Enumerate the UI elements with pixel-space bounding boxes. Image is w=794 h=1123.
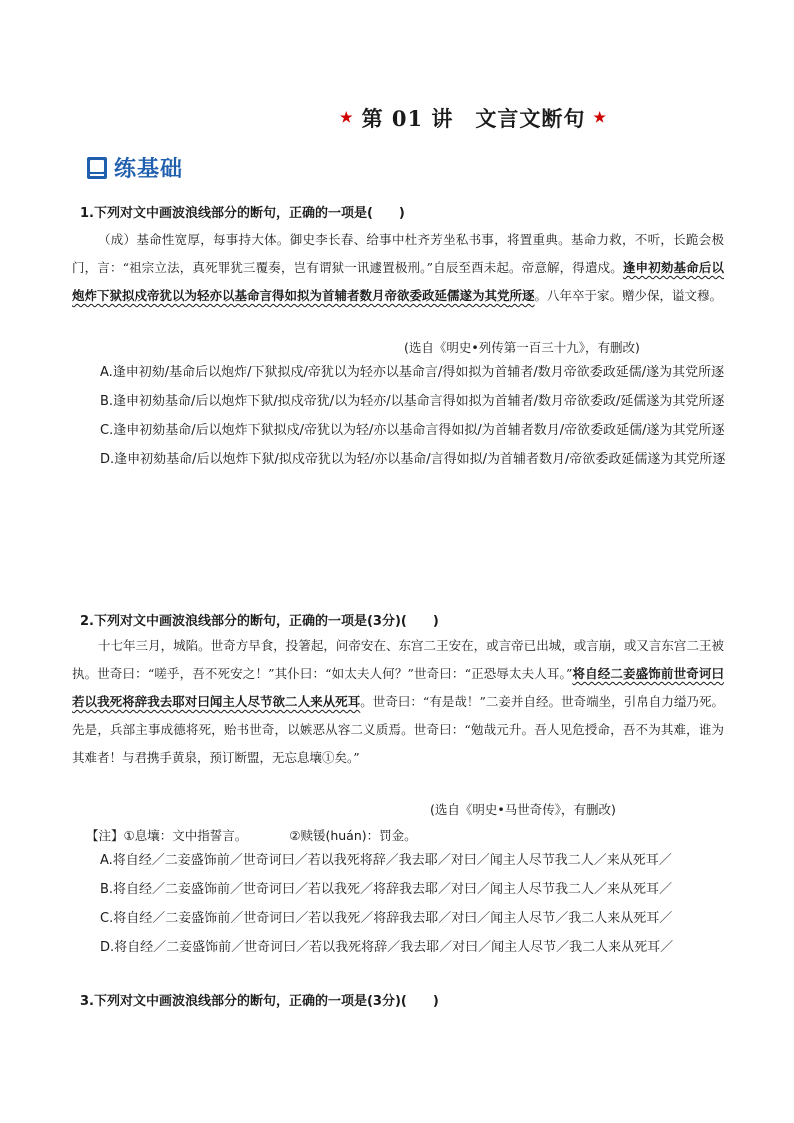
wavy-underlined-text: 逢申初劾基命后以炮炸下狱拟戍帝犹以为轻亦以基命言得如拟为首辅者数月帝欲委政延儒遂为其党 — [72, 260, 724, 303]
star-left-icon: ★ — [340, 110, 354, 126]
question-1-heading: 1.下列对文中画波浪线部分的断句，正确的一项是( ) — [80, 206, 405, 221]
option-d: D.将自经／二妾盛饰前／世奇诃曰／若以我死将辞／我去耶／对曰／闻主人尽节／我二人来从死耳／ — [100, 940, 674, 955]
section-label: 练基础 — [114, 157, 184, 182]
option-d: D.逢申初劾基命/后以炮炸下狱/拟戍帝犹以为轻/亦以基命/言得如拟/为首辅者数月/帝欲委政延儒遂为其党所逐 — [100, 452, 726, 467]
passage-text: （成）基命性宽厚，每事持大体。御史李长春、给事中杜齐芳坐私书事，将置重典。基命力救，不听，长跪会极门，言：“祖宗立法，真死罪犹三覆奏，岂有谓狱一讯遽置极刑。”自辰至酉未起。帝意解，得遣戍。 — [72, 232, 724, 275]
passage-text-end: 。世奇曰：“有是哉！”二妾并自经。世奇端坐，引帛自力缢乃死。先是，兵部主事成德将死，贻书世奇，以嫉恶从容二义质焉。世奇曰：“勉哉元升。吾人见危授命，吾不为其难，谁为其难者！与君携手黄泉，预订断盟，无忘息壤①矣。” — [72, 694, 724, 765]
question-1-source: (选自《明史•列传第一百三十九》，有删改) — [404, 340, 640, 355]
page-title — [340, 104, 607, 132]
question-1-options — [72, 358, 726, 474]
title-text: 第 01 讲 文言文断句 — [361, 106, 586, 131]
option-c: C.将自经／二妾盛饰前／世奇诃曰／若以我死／将辞我去耶／对曰／闻主人尽节／我二人来从死耳／ — [100, 911, 673, 926]
passage-text: 十七年三月，城陷。世奇方早食，投箸起，问帝安在、东宫二王安在，或言帝已出城，或言崩，或又言东宫二王被执。世奇曰：“嗟乎，吾不死安之！”其仆曰：“如太夫人何？”世奇曰：“正恐辱太夫人耳。” — [72, 638, 724, 681]
question-2-options — [100, 846, 673, 962]
option-b: B.将自经／二妾盛饰前／世奇诃曰／若以我死／将辞我去耶／对曰／闻主人尽节我二人／来从死耳／ — [100, 882, 673, 897]
note-1: ①息壤：文中指誓言。 — [123, 828, 248, 843]
wavy-underlined-text-end: 所逐 — [509, 288, 535, 303]
star-right-icon: ★ — [593, 110, 607, 126]
section-heading — [86, 152, 183, 183]
question-2-heading: 2.下列对文中画波浪线部分的断句，正确的一项是(3分)( ) — [80, 614, 439, 629]
option-c: C.逢申初劾基命/后以炮炸下狱拟戍/帝犹以为轻/亦以基命言得如拟/为首辅者数月/帝欲委政延儒/遂为其党所逐 — [100, 423, 725, 438]
question-3-heading: 3.下列对文中画波浪线部分的断句，正确的一项是(3分)( ) — [80, 994, 439, 1009]
question-2-passage — [72, 632, 724, 772]
passage-text-end: 。八年卒于家。赠少保，谥文穆。 — [534, 288, 723, 303]
note-2: ②赎锾(huán)：罚金。 — [289, 828, 417, 843]
option-b: B.逢申初劾基命/后以炮炸下狱/拟戍帝犹/以为轻亦/以基命言得如拟为首辅者/数月帝欲委政/延儒遂为其党所逐 — [100, 394, 725, 409]
note-prefix: 【注】 — [86, 828, 124, 843]
question-1-passage — [72, 226, 724, 310]
option-a: A.将自经／二妾盛饰前／世奇诃曰／若以我死将辞／我去耶／对曰／闻主人尽节我二人／来从死耳／ — [100, 853, 672, 868]
wavy-underlined-text: 将自经二妾盛饰前世奇诃曰若以我死将辞我去耶对曰闻主人尽节欲二人来从死耳 — [72, 666, 724, 709]
question-2-source: (选自《明史•马世奇传》，有删改) — [430, 802, 616, 817]
book-icon — [86, 156, 108, 180]
question-2-note — [86, 826, 417, 844]
option-a: A.逢申初劾/基命后以炮炸/下狱拟戍/帝犹以为轻亦以基命言/得如拟为首辅者/数月帝欲委政延儒/遂为其党所逐 — [100, 365, 725, 380]
